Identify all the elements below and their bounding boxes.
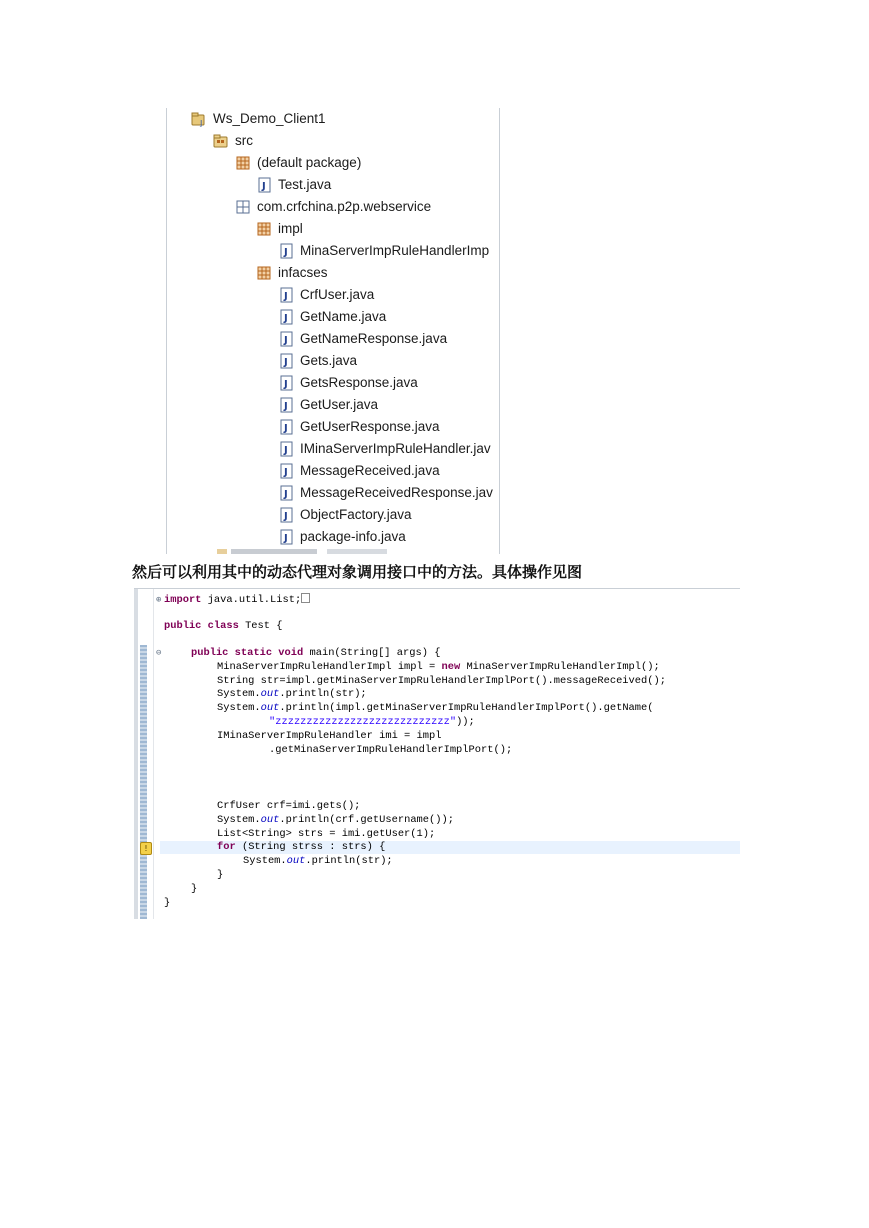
empty-package-icon [235,199,251,215]
java-file-icon [278,507,294,523]
java-file-icon [278,463,294,479]
tree-item-label: GetUserResponse.java [300,419,440,434]
svg-text:J: J [284,533,288,544]
java-file-icon [278,529,294,545]
package-icon [256,265,272,281]
java-file-icon [278,309,294,325]
tree-item-label: GetName.java [300,309,387,324]
code-line [191,647,440,660]
svg-text:J: J [284,357,288,368]
code-text: .println(str); [279,688,367,700]
svg-text:J: J [284,467,288,478]
static-field: out [286,855,306,867]
code-text: main(String[] args) { [303,647,441,659]
code-line: IMinaServerImpRuleHandler imi = impl [217,730,442,742]
package-icon [235,155,251,171]
cut-off-tree-row [217,549,387,554]
svg-text:J: J [284,511,288,522]
code-line [217,841,385,854]
collapsed-imports-icon[interactable] [301,593,310,603]
code-text: .println(impl.getMinaServerImpRuleHandlerImplPort().getName( [279,702,654,714]
code-line: } [217,869,224,881]
tree-item-label: (default package) [257,155,362,170]
svg-text:J: J [262,181,266,192]
tree-item-label: GetUser.java [300,397,379,412]
code-text: java.util.List; [201,594,302,606]
overview-ruler [134,589,138,919]
java-project-icon [191,111,207,127]
svg-text:J: J [284,379,288,390]
tree-item-label: Gets.java [300,353,358,368]
package-icon [256,221,272,237]
svg-text:J: J [284,401,288,412]
java-file-icon [278,243,294,259]
keyword: public class [164,620,239,632]
keyword: import [164,594,202,606]
code-line: String str=impl.getMinaServerImpRuleHandlerImplPort().messageReceived(); [217,675,666,687]
tree-item-label: impl [278,221,303,236]
tree-item-label: GetsResponse.java [300,375,418,390]
code-text: .println(crf.getUsername()); [279,814,454,826]
java-file-icon [278,397,294,413]
tree-item-label: GetNameResponse.java [300,331,448,346]
keyword: new [441,661,461,673]
code-text: System. [243,855,287,867]
svg-text:J: J [284,291,288,302]
code-line: List<String> strs = imi.getUser(1); [217,828,436,840]
code-line: .getMinaServerImpRuleHandlerImplPort(); [269,744,513,756]
svg-text:J: J [284,335,288,346]
code-text: System. [217,702,261,714]
code-editor[interactable] [134,588,740,919]
code-line [217,702,654,715]
code-line [243,855,393,868]
svg-text:J: J [284,445,288,456]
static-field: out [260,688,280,700]
code-line [269,716,475,729]
code-line: } [164,897,171,909]
java-file-icon [278,287,294,303]
java-file-icon [278,331,294,347]
code-line: CrfUser crf=imi.gets(); [217,800,361,812]
fold-collapse-icon[interactable]: ⊖ [156,648,162,658]
svg-text:J: J [284,313,288,324]
svg-text:J: J [284,247,288,258]
tree-item-label: MinaServerImpRuleHandlerImp [300,243,490,258]
tree-item-label: ObjectFactory.java [300,507,412,522]
java-file-icon [278,375,294,391]
gutter-divider [153,589,154,919]
code-line [217,661,660,674]
code-line [164,593,310,606]
code-text: (String strss : strs) { [235,841,386,853]
java-file-icon [256,177,272,193]
tree-item-label: IMinaServerImpRuleHandler.jav [300,441,491,456]
code-line [217,688,367,701]
code-text: )); [456,716,475,728]
svg-text:J: J [284,489,288,500]
tree-item-label: infacses [278,265,328,280]
warning-marker-icon[interactable]: ! [140,842,152,855]
change-ruler-band [140,645,147,919]
code-line [217,814,454,827]
caption-text: 然后可以利用其中的动态代理对象调用接口中的方法。具体操作见图 [132,563,583,581]
code-line: } [191,883,198,895]
static-field: out [260,814,280,826]
code-text: Test { [238,620,283,632]
tree-item-label: Test.java [278,177,332,192]
tree-item-label: com.crfchina.p2p.webservice [257,199,432,214]
svg-text:J: J [200,119,203,127]
static-field: out [260,702,280,714]
code-text: System. [217,814,261,826]
java-file-icon [278,353,294,369]
tree-item-label: CrfUser.java [300,287,375,302]
tree-item-label: Ws_Demo_Client1 [213,111,326,126]
java-file-icon [278,419,294,435]
code-text: MinaServerImpRuleHandlerImpl impl = [217,661,442,673]
tree-item-label: MessageReceived.java [300,463,440,478]
java-file-icon [278,441,294,457]
code-text: .println(str); [305,855,393,867]
string-literal: "zzzzzzzzzzzzzzzzzzzzzzzzzzzz" [269,716,457,728]
source-folder-icon [213,133,229,149]
code-text: System. [217,688,261,700]
package-explorer-tree [166,108,500,554]
keyword: for [217,841,236,853]
java-file-icon [278,485,294,501]
keyword: public static void [191,647,304,659]
tree-item-label: src [235,133,253,148]
tree-item-label: MessageReceivedResponse.jav [300,485,493,500]
code-text: MinaServerImpRuleHandlerImpl(); [460,661,660,673]
svg-text:J: J [284,423,288,434]
code-line [164,620,282,633]
fold-expand-icon[interactable]: ⊕ [156,595,162,605]
tree-item-label: package-info.java [300,529,406,544]
